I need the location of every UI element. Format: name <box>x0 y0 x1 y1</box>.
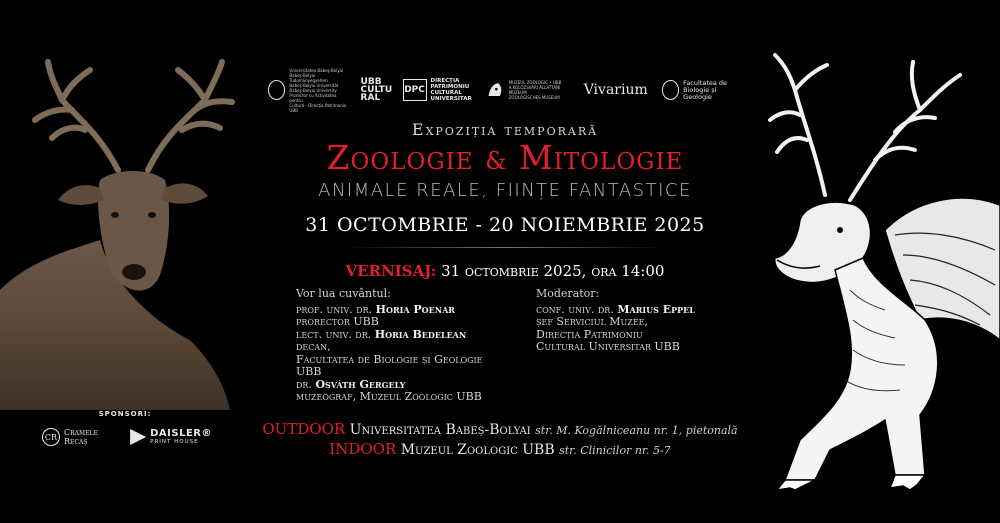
dpcu-mark: DPC <box>403 79 427 101</box>
speaker-item <box>296 379 511 404</box>
title-ampersand: & <box>485 147 508 175</box>
speaker-item <box>296 304 511 329</box>
ubb-seal-subtext: Prorector cu Activitatea pentru Cultură - Direcția Patrimoniu UBB <box>289 92 347 113</box>
indoor-address: str. Clinicilor nr. 5-7 <box>559 444 671 457</box>
title-part-2: Mitologie <box>518 138 684 177</box>
speakers-heading: Vor lua cuvântul: <box>296 287 391 300</box>
muzeu-text: MUZEUL ZOOLOGIC • UBB A KOLOZSVÁRI ÁLLATTANI MÚZEUM ZOOLOGISCHES MUSEUM <box>508 80 562 100</box>
subtitle: ANIMALE REALE, FIINȚE FANTASTICE <box>318 180 692 201</box>
vernisaj-line <box>240 262 770 280</box>
speaker-name: Horia Bedelean <box>374 327 467 341</box>
sponsors-title: SPONSORI: <box>98 410 152 418</box>
deer-image <box>0 40 240 410</box>
fbg-emblem-icon <box>662 80 679 100</box>
speaker-name: Osváth Gergely <box>315 377 406 391</box>
fbg-logo <box>662 80 738 101</box>
speaker-item <box>296 329 511 379</box>
indoor-label: INDOOR <box>329 440 397 458</box>
moderator-role-2: Direcția Patrimoniu <box>536 327 643 341</box>
outdoor-label: OUTDOOR <box>262 420 346 438</box>
sponsors-row <box>42 428 212 446</box>
speaker-title: dr. <box>296 377 312 391</box>
main-title <box>240 138 770 177</box>
dragon-illustration <box>745 20 1000 490</box>
ubb-seal-logo <box>268 68 347 113</box>
indoor-location <box>250 440 750 458</box>
outdoor-address: str. M. Kogălniceanu nr. 1, pietonală <box>535 424 738 437</box>
cramele-recas-logo <box>42 428 98 446</box>
moderator-name: Marius Eppel <box>617 302 695 316</box>
muzeu-zoologic-logo <box>486 79 570 101</box>
vernisaj-label: VERNISAJ: <box>345 262 437 280</box>
daisler-subtitle: PRINT HOUSE <box>150 439 199 445</box>
daisler-triangle-icon <box>130 429 146 445</box>
cramele-recas-name: Cramele Recaș <box>64 428 98 446</box>
exhibition-type: Expoziția temporară <box>411 120 599 139</box>
speaker-role-2: Facultatea de Biologie și Geologie UBB <box>296 352 483 378</box>
speaker-role: muzeograf, Muzeul Zoologic UBB <box>296 390 482 403</box>
exhibition-dates: 31 OCTOMBRIE - 20 NOIEMBRIE 2025 <box>305 214 705 236</box>
cramele-recas-mark: CR <box>42 428 60 446</box>
fbg-text: Facultatea de Biologie și Geologie <box>683 78 728 101</box>
speakers-block <box>296 288 511 404</box>
partner-logos <box>268 67 738 113</box>
moderator-block <box>536 288 736 354</box>
indoor-venue: Muzeul Zoologic UBB <box>400 442 555 458</box>
dpcu-logo <box>403 78 472 102</box>
ubb-seal-text: Universitatea Babeş-Bolyai Babeş-Bolyai Tudományegyetem Babeş-Bolyai Universität Babeş-Bolyai University <box>289 67 344 93</box>
moderator-heading: Moderator: <box>536 287 600 300</box>
vivarium-logo: Vivarium <box>583 82 648 98</box>
vernisaj-value: 31 octombrie 2025, ora 14:00 <box>441 262 665 280</box>
animal-head-icon <box>486 79 505 101</box>
outdoor-location <box>250 420 750 438</box>
divider-line <box>345 247 665 248</box>
speaker-title: lect. univ. dr. <box>296 327 372 341</box>
speaker-name: Horia Poenar <box>375 302 455 316</box>
moderator-title: conf. univ. dr. <box>536 302 614 316</box>
daisler-logo <box>130 429 212 445</box>
moderator-role-3: Cultural Universitar UBB <box>536 340 680 353</box>
daisler-name: DAISLER® <box>150 428 212 439</box>
ubb-cultural-logo: UBB CULTU RAL <box>360 77 393 103</box>
title-part-1: Zoologie <box>326 138 474 177</box>
speaker-role: prorector UBB <box>296 315 379 328</box>
outdoor-venue: Universitatea Babeș-Bolyai <box>349 422 531 438</box>
dpcu-text: DIRECȚIA PATRIMONIU CULTURAL UNIVERSITAR <box>430 78 472 102</box>
moderator-role-1: șef Serviciul Muzee, <box>536 315 648 328</box>
speaker-title: prof. univ. dr. <box>296 302 373 316</box>
speaker-role: decan, <box>296 340 331 353</box>
ubb-seal-icon <box>268 80 285 100</box>
